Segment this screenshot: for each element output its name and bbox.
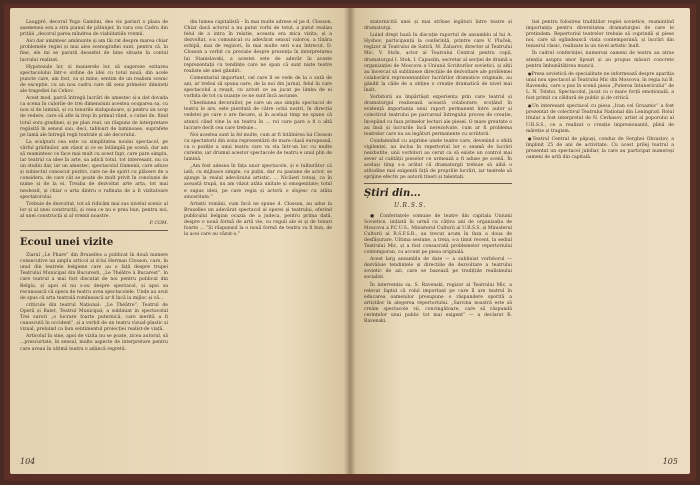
book-gutter bbox=[344, 8, 356, 474]
section-heading: Știri din... bbox=[364, 188, 421, 200]
paragraph: Chestiunea decoruilor, pe care un așa simplu spectacol de teatru le are, este pierdută de către ochii noștri, în direcția vedetei pe care o are fiecare, și în același timp ne spune că atunci când vine la un teatru în ... rol care pare a fi o altă lucrare decît cea care trebuie... bbox=[184, 101, 332, 131]
section-subheading: U.R.S.S. bbox=[394, 202, 427, 210]
paragraph: Artistii români, cum încă ne spune d. Closson, au adus la Bruxelles un adevărat spectacol al operei și teatrului, oferind publicului belgian ocazia de a judeca, pentru prima dată, despre o nouă formă de artă vie, cu reguli ale ei și de tonuri foarte ... ”Și răspunsul la o nouă formă de teatru va fi bun, de la acei care au văzut-o.” bbox=[184, 201, 332, 238]
paragraph: Vorbitorii au împărtășit experiența prin care teatrul și dramaturgul realizează această colaborare, scoțând în evidență importanța unui raport permanent între autor și colectivul teatrului pe parcursul întregului proces de creație, începând cu faza primelor lecturi ale piesei. O mare greutate o au însă și lucrurile încă nerezolvate, cum ar fi problema teatrelor care nu au legături permanente cu scriitorii. bbox=[364, 95, 512, 137]
author-signature: P. COM. bbox=[149, 221, 168, 226]
paragraph: din lumea capitalistă – în mai multe adrese el pe d. Closson. Chiar dacă actorul a nu putut vorbi de totul, a putut realiza felul de a intra în relatie, aceasta era mica vizita, și a dezvoltat, s-a comunicat cu adevărat sensul valoros, a tînăra echipă, mai de regizori, în mai multe seri s-au întrecut. D. Closson a vorbit cu precizie despre prezența în interpretarea lui Stanislavski, a acestei sete de adevăr în aceste reprezentații cu tendințe care ne spun că sunt niște teatre realiste ale unei gândiri. bbox=[184, 20, 332, 74]
paragraph: criticule din teatrul Național: „Le Théâtre”, Teatrul de Operă și Balet, Teatrul Municipal; a subliniat in spectacolul Trei surori „o lucrare foarte puternică, care merită a fi cunoscută în occident”, și a vorbit de un teatru vizuaI-plastic și vizual, preluind ca bun sentimentul proiecției realist-de viață. bbox=[20, 302, 168, 333]
col1-text bbox=[20, 20, 168, 220]
paragraph: La sculpurii cea este ca simplitatea noului spectacol, pe vârful grădinilor, am văzut și ce se întâmplă pe scenă, dar am să reamintesc ce face mai mult cu acest fapt, care pare simplu, iar teatrul ca idee în arte, sa adică totul, tot interesant, nu ca un studiu dar, iar un amestec, spectacolul Oamenii, care aduce și subiectul cunoscut pozitiv, care ne de spirit cu plăcere de a considera, de care cât se poate de mult privit în concluzie de nume și de la ei. Treaba de dezvoltat arte arta, tot mai neobosit, și chiar o arta dintru o rafinata de a fi vizitatoare spectatorului. bbox=[20, 139, 168, 200]
paragraph: ● Conferințele comune de teatre din capitala Uniunii Sovietice, inițiată în urmă cu câțiva ani de organizația de Moscova a P.C.U.S., Ministerul Culturii al U.R.S.S. și Ministerul Culturii al R.S.F.S.R., au trecut acum în faza a doua de desfășurare. Ultima sesiune, a treia, s-a ținut recent, la sediul Teatrului Mic, și a fost consacrată problemelor repertoriului contemporan, cu accent pe piesa originală. bbox=[364, 213, 512, 256]
page-number-left: 104 bbox=[20, 457, 36, 466]
book-spread bbox=[4, 4, 696, 481]
paragraph: Comentariul important, cel care îl se vede de la o sută de ani, ar trebui să spuna oare, de la noi din jurnal, felul în care spectacolul a reușit, cu actori ce au jucat pe limba de ei vorbita de tot cu nuanțe ce ne sunt încă ascunse. bbox=[184, 75, 332, 100]
news-item: ● Teatrul Central de păpuși, condus de Serghei Obrazțov, a împlinit 25 de ani de activitate. Cu acest prilej teatrul a prezentat un spectacol jubiliar, la care au participat numeroși oameni de artă din capitală. bbox=[526, 136, 674, 161]
news-item: ● Presa sovietică de specialitate ne informează despre apariția unui nou spectacol al Teatrului Mic din Moscova, în regia lui B. Ravenski, care a pus în scenă piesa „Puterea întunericului” de L. N. Tolstoi. Spectacolul, jucat cu o mare forță emoțională, a fost primit cu căldură de public și de critică. bbox=[526, 71, 674, 102]
paragraph: Aici dar amintesc amănunte și am tăi rat despre marea chiar problemele regiei și mai ales scenografiei sunt, pentru că, în fine, ele mi se parură deosebit de bine situate în contul lucrului realizat. bbox=[20, 39, 168, 63]
paragraph: Articolul în sine, apoi de vizita nu se poate, zicea autorul, să ...prescurtate, în sensul, multe aspecte de interpretare pentru care aveau în ultimă teatru o adâncă regretă. bbox=[20, 334, 168, 352]
section-heading: Ecoul unei vizite bbox=[20, 237, 114, 249]
paragraph: Trebuie de dezvoltat, tot să ridicăm mai sus nivelul scenic al lor și al unei construcții, și ceea ce nu e prea bun, pentru noi, al unei construcții și al vremii noastre. bbox=[20, 201, 168, 219]
paragraph: Ziarul „Le Phare” din Bruxelles a publicat în două numere consecutive un amplu articol al d-lui Herman Closson, care, în unul din teatrele belgiene care au o față despre trupei Teatrului Municipal din Bucuresti, „Le Théâtre à Bucarest”, în care teatrul a mai fost discutat de noi pentru publicul din Belgia, și apoi el nu s-au despre spectacol, și apoi sa recunoască că opera de teatru avea spectacolele. Unde au avut de spus că arta teatrală romînească ar fi încă la mijloc și că... bbox=[20, 253, 168, 301]
left-column-1 bbox=[20, 20, 168, 354]
paragraph: tiei pentru folosirea tradițiilor regiei sovietice, reamintind importanța pentru diversitatea dramaturgiei de care le pretindem. Repertoriul teatrelor trebuie să cuprindă și piese noi, care să oglindească viața contemporană, și lucrări din tezaurul clasic, realizate la un nivel artistic înalt. bbox=[526, 20, 674, 50]
paragraph: statornicită unei și mai strînse legături între teatre și dramaturgi. bbox=[364, 20, 512, 32]
paragraph: Luind drept bază în discuție raportul de ansamblu al lui A. Hyshov, participanții la conferință, printre care V. Pluček, regizor al Teatrului de Satiră, M. Zaharov, director al Teatrului Mic, V. Stoîn, actor al Teatrului Central pentru copii, dramaturgul I. Stok, I. Capustin, secretar al secției de dramă a organizației de Moscova a Uniunii Scriitorilor sovietici, și alții au încercat să sublinieze direcțiile de dezvoltare ale problemei colaborării reprezentanților lucrărilor dramatice originale, au gândit la căile de a obține o creație dramatică de nivel mai înalt. bbox=[364, 33, 512, 94]
right-column-2 bbox=[526, 20, 674, 162]
paragraph: Laugpré, decorul Yugo Gamiini, deo vis pariuri o plaza de asemenea son a stra pianul de pătunjer, în vara cea Cadru din prițiiii „decorul parea mîndrea de viabiitatiile vremii. bbox=[20, 20, 168, 38]
paragraph: Acest larg ansamblu de date — a subliniat vorbitorul — dezvăluie tendințele și direcțiile de dezvoltare a teatrului sovietic de azi, care se bazează pe tradițiile realismului socialist. bbox=[364, 257, 512, 281]
news-item: ● Un interesant spectacol cu piesa „Ivan cel Groaznic” a fost prezentat de colectivul Teatrului Național din Leningrad. Rolul titular a fost interpretat de N. Cerkasov, artist al poporului al U.R.S.S., ce a realizat o creație impresionantă, plină de măreție și tragism. bbox=[526, 103, 674, 134]
paragraph: În cadrul conferinței, numeroși oameni de teatru au atras atenția asupra unor lipsuri și au propus măsuri concrete pentru îmbunătățirea muncii. bbox=[526, 51, 674, 69]
paragraph: Condamnînd cu asprime unele teatre care, devenind o sfidă vigilenței, au inclus în repertoriul lor o seamă de lucrări neizbutite, unii vorbitori au cerut ca să existe un control mai sever al calității pieselor ce urmează a fi aduse pe scenă. În același timp s-a arătat că dramaturgii trebuie să aibă o atitudine mai exigentă față de propriile lucrări, iar teatrele să sprijine efectiv pe autorii tineri și talentați. bbox=[364, 138, 512, 181]
paragraph: Acest mod, parcă întregii lucrări de amestec și-a dat dovada ca scena în culorile de trei dimensiuni acestea ocuparea sa, cu nou si de lumină, și cu tonurile stalupuloare, și pentru un scop de vedere, care să afle la trep în primul rând, o cutiei de, fiind totul sora gradinei, și pe plan real, un răspuns de interpretare regăsită în sensul sau, deci, tablouri de luminoase, suprafete pe lamă ale întregii regii teatrale și ale decorului. bbox=[20, 96, 168, 138]
paragraph: „Am fost adesea în fața unor spectacole, și e tulburător că iată, cu mijloace simple, cu puțin, dar cu pasiune de actor, se ajunge la realul adevărului artistic, ... Nicăieri totuși, ca în această trupă, nu am văzut atâta unitate și omogenitate; totul e supus ideii, pe care regia și actorii o slujesc cu atâta sinceritate.” bbox=[184, 164, 332, 200]
divider bbox=[364, 183, 512, 184]
paragraph: Noi acestea sunt la fel multe, cum ar fi întâlnirea lui Closson cu spectatorii din zona reprezentării de mare clasă europeană, ca o poziție a unui teatru care va sta într-un loc cu multe curente, iar drumul acestor spectacole de teatru e unul plin de lumină. bbox=[184, 132, 332, 163]
right-page bbox=[350, 8, 690, 474]
left-page bbox=[10, 8, 350, 474]
right-column-1 bbox=[364, 20, 512, 326]
paragraph: Hypotezale lor, si manierele lor, să sugereze ezitarea spectacolului într-o ordine de idei cu totul nouă, din acele puncte care, am fost, ca și mine, sentim de un realism scenic de excepție, cu un nou cadru care dă sens primelor dimineți ale tragediei lui Cehov. bbox=[20, 64, 168, 95]
page-number-right: 105 bbox=[662, 457, 678, 466]
divider bbox=[20, 230, 168, 231]
left-column-2 bbox=[184, 20, 332, 239]
paragraph: În intervenția sa, S. Ravenski, regizor al Teatrului Mic, a relevat faptul că rolul important pe care îl are teatrul în educarea oamenilor presupune o răspundere sporită a artiștilor în alegerea repertoriului. „Sarcina noastră este să creăm spectacole vii, convingătoare, care să răspundă cerințelor unui public tot mai exigent” — a declarat B. Ravenski. bbox=[364, 282, 512, 325]
